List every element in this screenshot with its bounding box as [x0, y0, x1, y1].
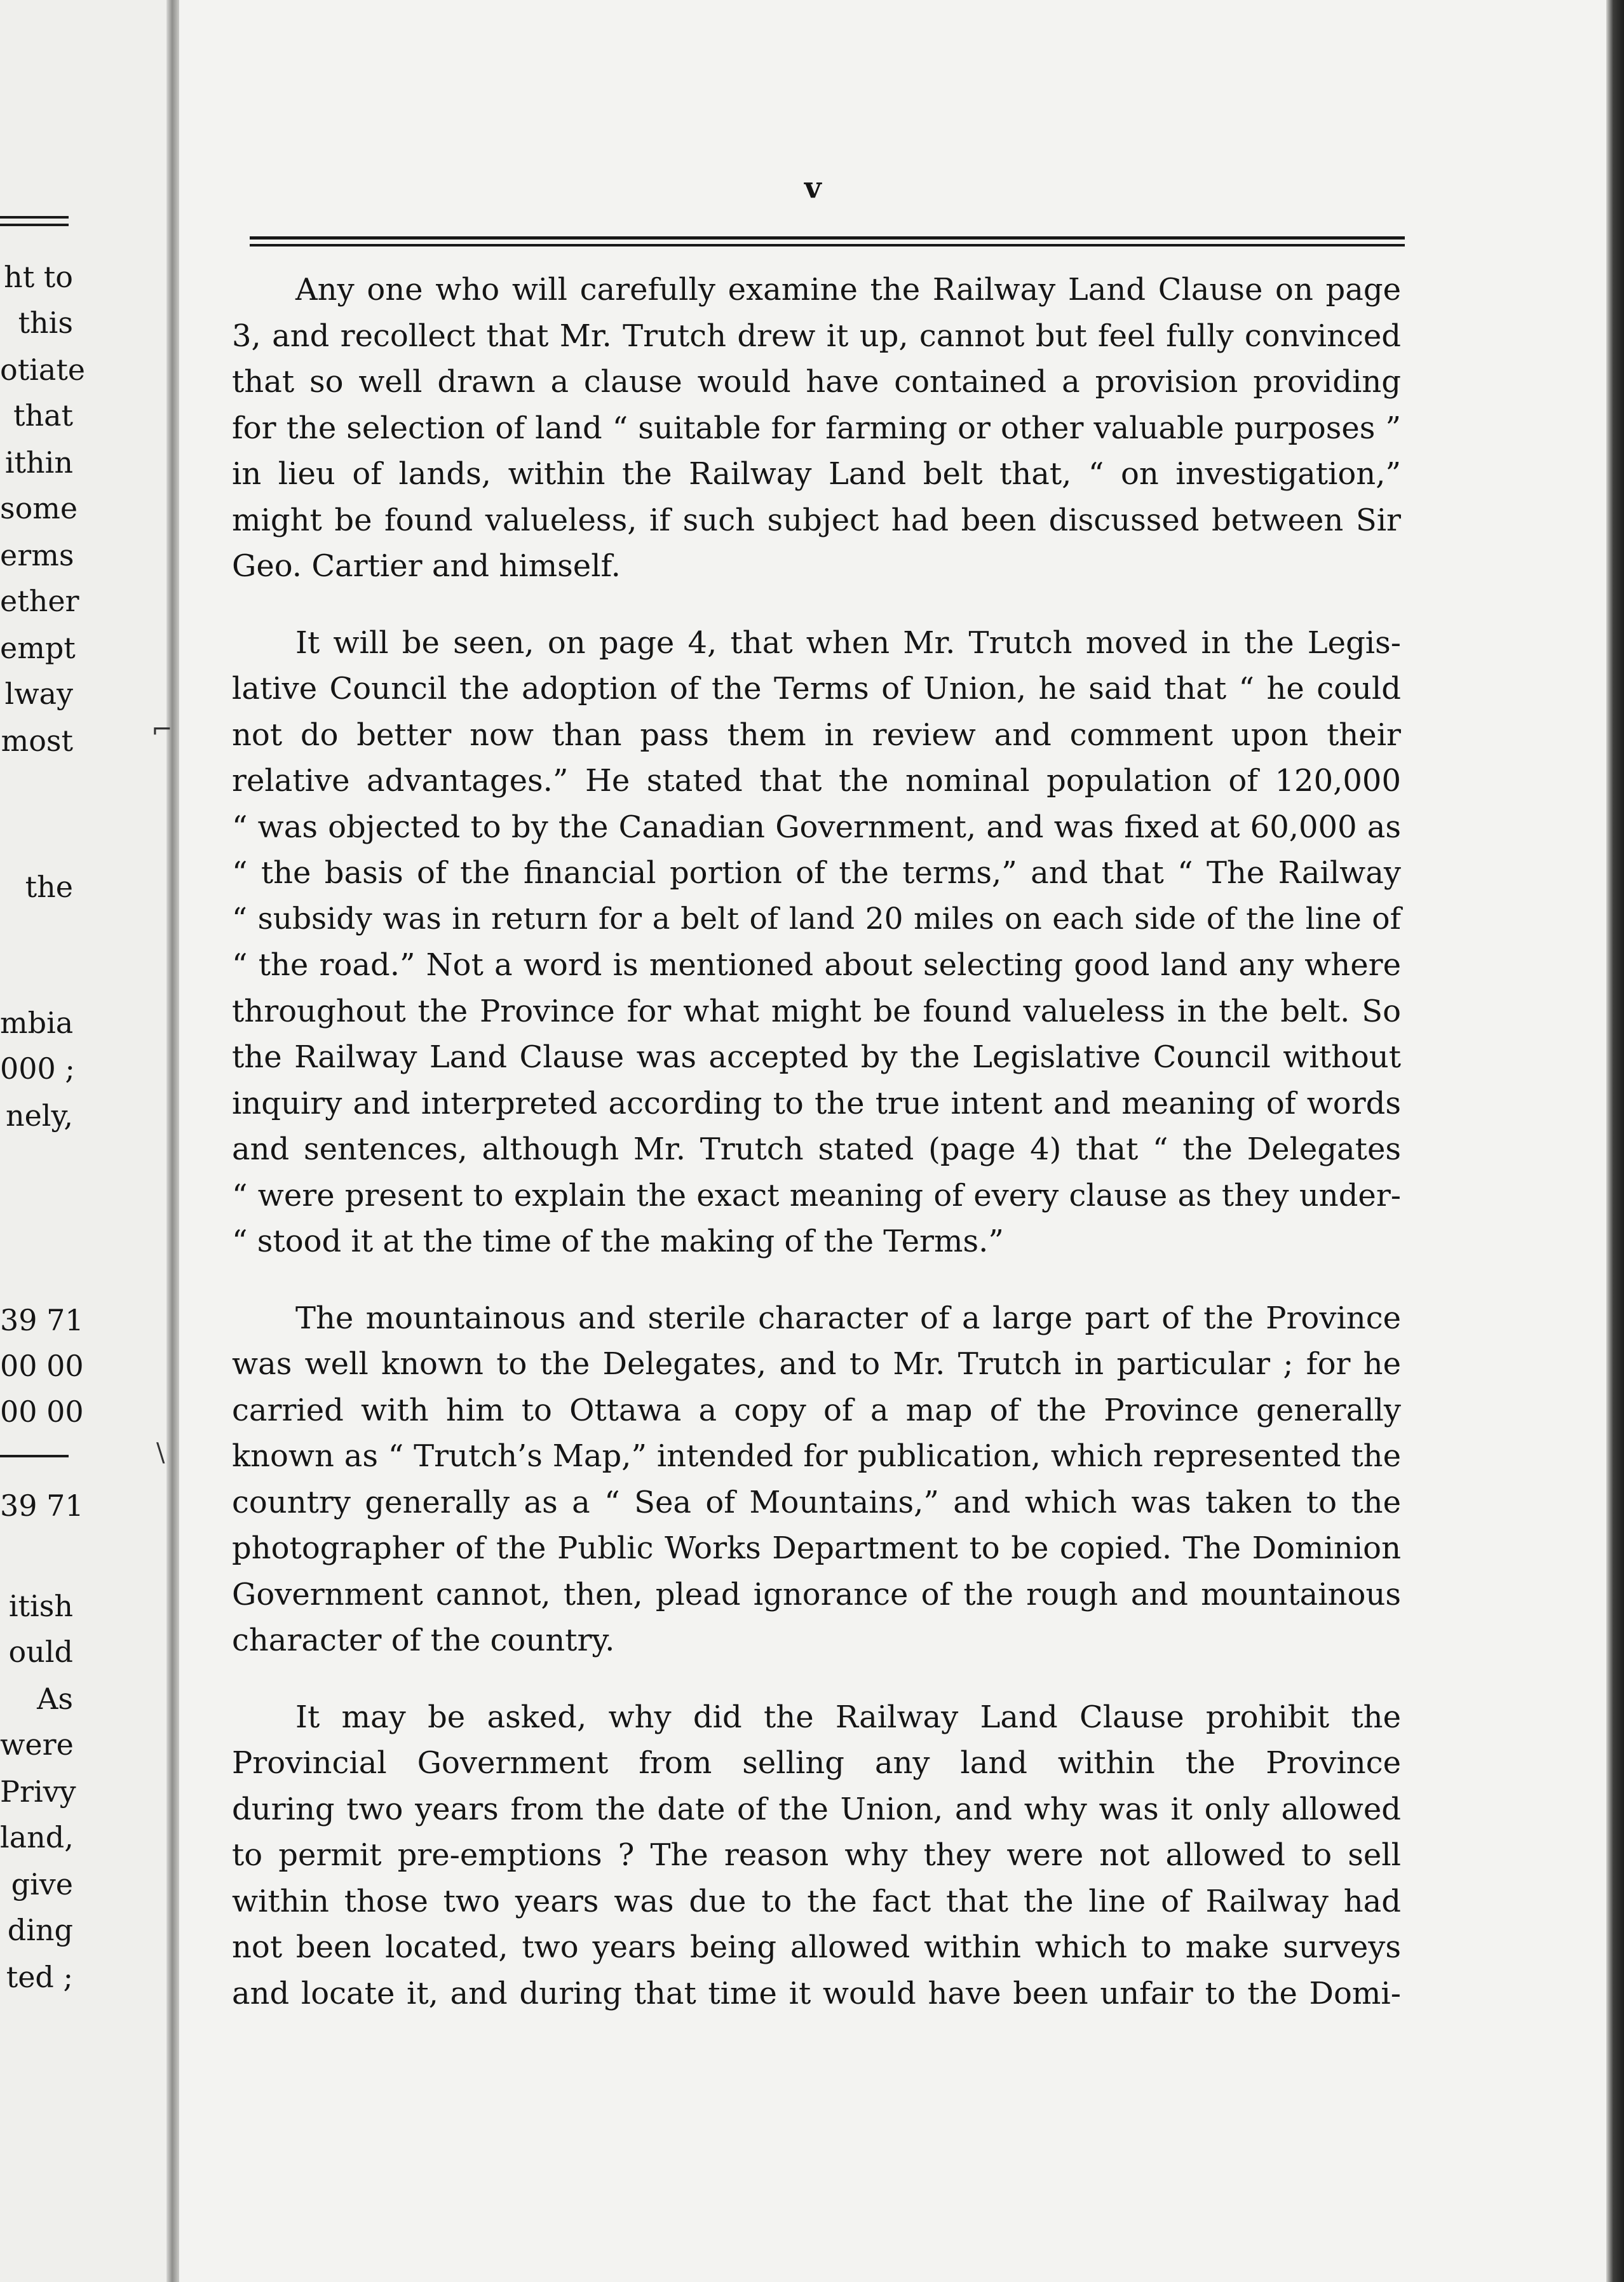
text-line: “ were present to explain the exact meaning of every clause as they under- [232, 1177, 1401, 1213]
left-page-line: ithin [4, 445, 73, 480]
left-page-rule [0, 224, 69, 226]
paragraph-4 [232, 1694, 1401, 2017]
left-page-line: ether [0, 584, 79, 618]
text-line: photographer of the Public Works Department to be copied. The Dominion [232, 1530, 1401, 1566]
margin-pencil-mark: ⌐ [151, 715, 173, 745]
paragraph-3 [232, 1295, 1401, 1664]
left-page-line: ht to [4, 260, 73, 294]
paragraph-1 [232, 267, 1401, 590]
binding-edge-shadow [1606, 0, 1624, 2282]
body-text [232, 267, 1401, 2047]
left-page-line: ted ; [6, 1960, 73, 1994]
text-line: “ was objected to by the Canadian Government, and was fixed at 60,000 as [232, 809, 1401, 845]
text-line: “ subsidy was in return for a belt of land 20 miles on each side of the line of [232, 901, 1401, 936]
left-page-total-rule [0, 1455, 69, 1457]
text-line: not been located, two years being allowed within which to make surveys [232, 1929, 1401, 1965]
left-page-line: Privy [0, 1774, 76, 1809]
text-line: the Railway Land Clause was accepted by the Legislative Council without [232, 1039, 1401, 1075]
text-line: Geo. Cartier and himself. [232, 548, 621, 584]
left-page-rule [0, 216, 69, 219]
text-line: The mountainous and sterile character of a large part of the Province [295, 1300, 1401, 1336]
text-line: carried with him to Ottawa a copy of a map of the Province generally [232, 1392, 1401, 1428]
left-page-line: empt [0, 631, 76, 665]
text-line: that so well drawn a clause would have contained a provision providing [232, 364, 1401, 400]
text-line: not do better now than pass them in review and comment upon their [232, 717, 1401, 753]
text-line: inquiry and interpreted according to the true intent and meaning of words [232, 1085, 1401, 1121]
text-line: “ stood it at the time of the making of the Terms.” [232, 1224, 1004, 1259]
text-line: “ the basis of the financial portion of the terms,” and that “ The Railway [232, 855, 1401, 891]
left-page-line: this [18, 306, 73, 340]
left-page-line: mbia [0, 1006, 74, 1040]
text-line: lative Council the adoption of the Terms of Union, he said that “ he could [232, 671, 1401, 706]
left-page-line: the [25, 870, 73, 904]
text-line: throughout the Province for what might be found valueless in the belt. So [232, 993, 1401, 1029]
left-page-number: 39 71 [0, 1303, 84, 1337]
left-page-line: were [0, 1727, 74, 1762]
left-page-line: that [13, 398, 73, 433]
text-line: and locate it, and during that time it would have been unfair to the Domi- [232, 1975, 1401, 2011]
left-page-line: land, [0, 1820, 74, 1854]
left-page-line: lway [4, 677, 73, 711]
header-rule [250, 244, 1405, 246]
text-line: in lieu of lands, within the Railway Land belt that, “ on investigation,” [232, 456, 1401, 492]
text-line: It will be seen, on page 4, that when Mr. Trutch moved in the Legis- [295, 625, 1401, 661]
left-page-total: 39 71 [0, 1489, 84, 1523]
left-facing-page [0, 0, 172, 2282]
text-line: to permit pre-emptions ? The reason why they were not allowed to sell [232, 1837, 1401, 1873]
text-line: during two years from the date of the Union, and why was it only allowed [232, 1791, 1401, 1827]
left-page-line: otiate [0, 353, 86, 387]
left-page-line: nely, [5, 1098, 73, 1133]
left-page-line: most [1, 724, 73, 758]
left-page-line: give [11, 1867, 73, 1901]
left-page-line: erms [0, 538, 74, 572]
text-line: Provincial Government from selling any land within the Province [232, 1745, 1401, 1781]
text-line: for the selection of land “ suitable for farming or other valuable purposes ” [232, 410, 1401, 446]
text-line: Any one who will carefully examine the Railway Land Clause on page [295, 272, 1401, 307]
left-page-number: 00 00 [0, 1349, 84, 1383]
text-line: relative advantages.” He stated that the nominal population of 120,000 [232, 763, 1401, 799]
text-line: known as “ Trutch’s Map,” intended for publication, which represented the [232, 1438, 1401, 1474]
left-page-line: As [37, 1682, 73, 1716]
text-line: Government cannot, then, plead ignorance of the rough and mountainous [232, 1576, 1401, 1612]
text-line: character of the country. [232, 1623, 615, 1658]
left-page-line: itish [8, 1589, 73, 1623]
left-page-line: ding [7, 1913, 73, 1947]
text-line: was well known to the Delegates, and to Mr. Trutch in particular ; for he [232, 1346, 1401, 1382]
text-line: country generally as a “ Sea of Mountains,” and which was taken to the [232, 1484, 1401, 1520]
text-line: “ the road.” Not a word is mentioned about selecting good land any where [232, 947, 1401, 983]
text-line: might be found valueless, if such subject had been discussed between Sir [232, 502, 1401, 538]
header-rule [250, 236, 1405, 240]
page-gutter [166, 0, 179, 2282]
text-line: and sentences, although Mr. Trutch stated (page 4) that “ the Delegates [232, 1131, 1401, 1167]
left-page-line: some [0, 491, 78, 525]
page-number: v [804, 170, 822, 205]
left-page-line: ould [8, 1635, 73, 1669]
text-line: within those two years was due to the fact that the line of Railway had [232, 1883, 1401, 1919]
margin-pencil-mark: \ [156, 1438, 165, 1468]
paragraph-2 [232, 620, 1401, 1265]
text-line: It may be asked, why did the Railway Land Clause prohibit the [295, 1699, 1401, 1735]
left-page-line: 000 ; [0, 1051, 75, 1086]
left-page-number: 00 00 [0, 1394, 84, 1429]
text-line: 3, and recollect that Mr. Trutch drew it up, cannot but feel fully convinced [232, 318, 1401, 354]
